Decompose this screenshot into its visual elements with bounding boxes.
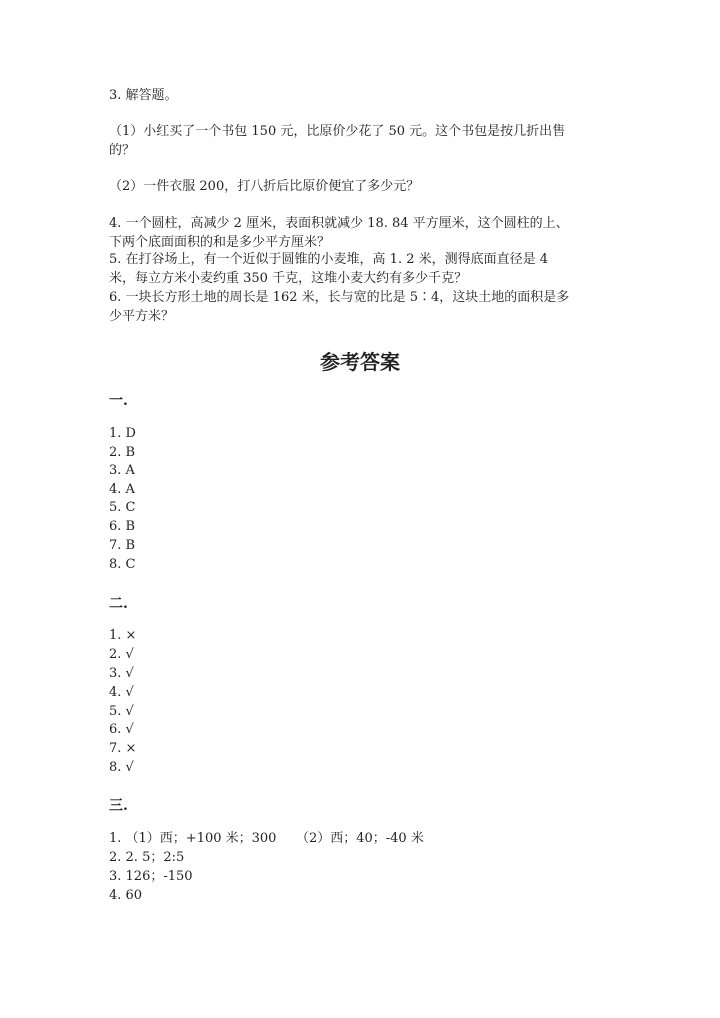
- list-item: 1. ×: [109, 628, 137, 643]
- question-4-line-2: 下两个底面面积的和是多少平方厘米？: [109, 235, 331, 250]
- list-item: 6. √: [109, 722, 134, 737]
- list-item: 4. √: [109, 685, 134, 700]
- list-item: 3. √: [109, 666, 134, 681]
- list-item: 2. B: [109, 445, 136, 460]
- list-item: 7. ×: [109, 741, 137, 756]
- list-item: 2. √: [109, 647, 134, 662]
- list-item: 3. A: [109, 463, 135, 478]
- question-1-line-1: （1）小红买了一个书包 150 元，比原价少花了 50 元。这个书包是按几折出售: [109, 124, 566, 139]
- list-item: 5. √: [109, 704, 134, 719]
- question-4-line-1: 4. 一个圆柱，高减少 2 厘米，表面积就减少 18. 84 平方厘米，这个圆柱的上、: [109, 216, 569, 231]
- list-item: 8. √: [109, 760, 134, 775]
- answers-title: 参考答案: [320, 350, 400, 374]
- list-item: 4. 60: [109, 888, 143, 903]
- section-3-heading: 三.: [109, 798, 128, 814]
- list-item: 1. （1）西；+100 米；300 （2）西；40；-40 米: [109, 831, 424, 846]
- question-5-line-1: 5. 在打谷场上，有一个近似于圆锥的小麦堆，高 1. 2 米，测得底面直径是 4: [109, 252, 549, 267]
- section-2-heading: 二.: [109, 596, 128, 612]
- list-item: 2. 2. 5；2:5: [109, 850, 185, 865]
- list-item: 8. C: [109, 557, 136, 572]
- list-item: 6. B: [109, 519, 136, 534]
- question-6-line-1: 6. 一块长方形土地的周长是 162 米，长与宽的比是 5∶4，这块土地的面积是多: [109, 290, 570, 305]
- question-2: （2）一件衣服 200，打八折后比原价便宜了多少元？: [109, 179, 420, 194]
- question-1-line-2: 的？: [109, 143, 136, 158]
- list-item: 7. B: [109, 538, 136, 553]
- list-item: 5. C: [109, 500, 136, 515]
- section-1-heading: 一.: [109, 393, 128, 409]
- list-item: 3. 126；-150: [109, 869, 193, 884]
- list-item: 4. A: [109, 482, 135, 497]
- question-5-line-2: 米，每立方米小麦约重 350 千克，这堆小麦大约有多少千克？: [109, 271, 468, 286]
- list-item: 1. D: [109, 426, 136, 441]
- questions-heading: 3. 解答题。: [109, 88, 178, 103]
- question-6-line-2: 少平方米？: [109, 309, 175, 324]
